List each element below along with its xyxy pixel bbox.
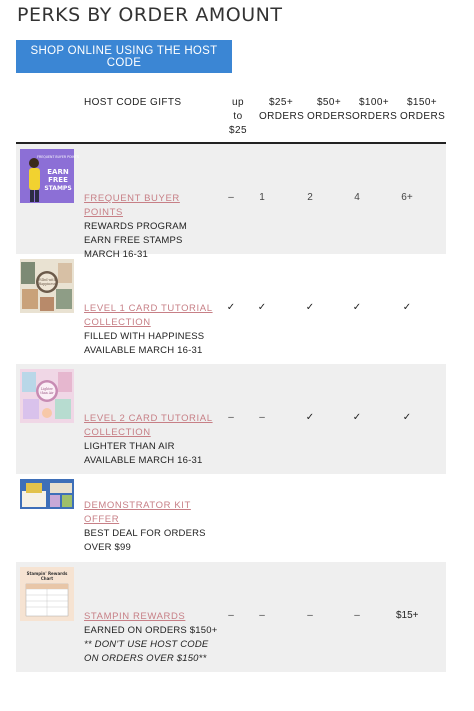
cell-50-plus: ✓ [305, 412, 315, 423]
desc-line: LIGHTER THAN AIR [84, 441, 175, 452]
desc-line: EARN FREE STAMPS [84, 235, 183, 246]
level2-tutorial-link[interactable]: LEVEL 2 CARD TUTORIAL COLLECTION [84, 413, 213, 438]
thumb-text: Happiness [38, 282, 56, 286]
cell-50-plus: 2 [307, 192, 313, 203]
stampin-rewards-thumbnail[interactable] [20, 567, 74, 621]
thumb-text: FREE [48, 176, 68, 184]
table-row [16, 562, 446, 672]
row-description [84, 412, 214, 468]
header-50-plus: $50+ ORDERS [307, 97, 353, 122]
level1-tutorial-link[interactable]: LEVEL 1 CARD TUTORIAL COLLECTION [84, 303, 213, 328]
desc-line: EARNED ON ORDERS $150+ [84, 625, 218, 636]
cell-150-plus: 6+ [401, 192, 413, 203]
cell-25-plus: – [259, 610, 265, 621]
desc-line: BEST DEAL FOR ORDERS [84, 528, 206, 539]
cell-up-to-25: – [228, 412, 234, 423]
desc-note: ON ORDERS OVER $150** [84, 653, 207, 664]
cell-up-to-25: ✓ [226, 302, 236, 313]
row-description [84, 499, 206, 555]
table-row [16, 254, 446, 364]
cell-50-plus: – [307, 610, 313, 621]
thumb-text: Chart [40, 576, 54, 581]
frequent-buyer-points-link[interactable]: FREQUENT BUYER POINTS [84, 193, 180, 218]
header-25-plus: $25+ ORDERS [259, 97, 305, 122]
desc-line: OVER $99 [84, 542, 132, 553]
cell-25-plus: – [259, 412, 265, 423]
table-row [16, 364, 446, 474]
frequent-buyer-thumbnail[interactable] [20, 149, 79, 203]
level1-tutorial-thumbnail[interactable] [20, 259, 74, 313]
perks-table [16, 92, 446, 672]
cell-100-plus: ✓ [352, 302, 362, 313]
cell-up-to-25: – [228, 610, 234, 621]
page-title: PERKS BY ORDER AMOUNT [17, 4, 283, 26]
thumb-text: Stampin' Rewards [26, 571, 68, 576]
cell-150-plus: $15+ [396, 610, 419, 621]
desc-line: AVAILABLE MARCH 16-31 [84, 455, 203, 466]
cell-up-to-25: – [228, 192, 234, 203]
cell-50-plus: ✓ [305, 302, 315, 313]
cell-150-plus: ✓ [402, 302, 412, 313]
thumb-text: Filled with [38, 278, 56, 282]
desc-line: MARCH 16-31 [84, 249, 148, 260]
cell-100-plus: – [354, 610, 360, 621]
demonstrator-kit-link[interactable]: DEMONSTRATOR KIT OFFER [84, 500, 191, 525]
thumb-text: FREQUENT BUYER POINTS [37, 155, 79, 159]
table-row [16, 474, 446, 562]
level2-tutorial-thumbnail[interactable] [20, 369, 74, 423]
cell-100-plus: ✓ [352, 412, 362, 423]
thumb-text: STAMPS [44, 185, 72, 192]
cell-100-plus: 4 [354, 192, 360, 203]
table-row [16, 144, 446, 260]
table-header [16, 92, 446, 144]
thumb-text: than Air [40, 391, 54, 395]
desc-line: FILLED WITH HAPPINESS [84, 331, 205, 342]
stampin-rewards-link[interactable]: STAMPIN REWARDS [84, 611, 186, 622]
header-150-plus: $150+ ORDERS [400, 97, 446, 122]
header-host-code-gifts: HOST CODE GIFTS [84, 97, 182, 108]
thumb-text: Lighter [41, 387, 53, 391]
cell-25-plus: ✓ [257, 302, 267, 313]
desc-note: ** DON'T USE HOST CODE [84, 639, 209, 650]
desc-line: AVAILABLE MARCH 16-31 [84, 345, 203, 356]
demonstrator-kit-thumbnail[interactable] [20, 479, 74, 509]
desc-line: REWARDS PROGRAM [84, 221, 187, 232]
header-up-to-25: up to $25 [229, 97, 247, 136]
cell-25-plus: 1 [259, 192, 265, 203]
thumb-text: EARN [47, 168, 69, 176]
header-100-plus: $100+ ORDERS [352, 97, 398, 122]
row-description [84, 192, 214, 262]
row-description [84, 610, 218, 666]
shop-online-button[interactable]: SHOP ONLINE USING THE HOST CODE [16, 40, 232, 73]
cell-150-plus: ✓ [402, 412, 412, 423]
row-description [84, 302, 214, 358]
